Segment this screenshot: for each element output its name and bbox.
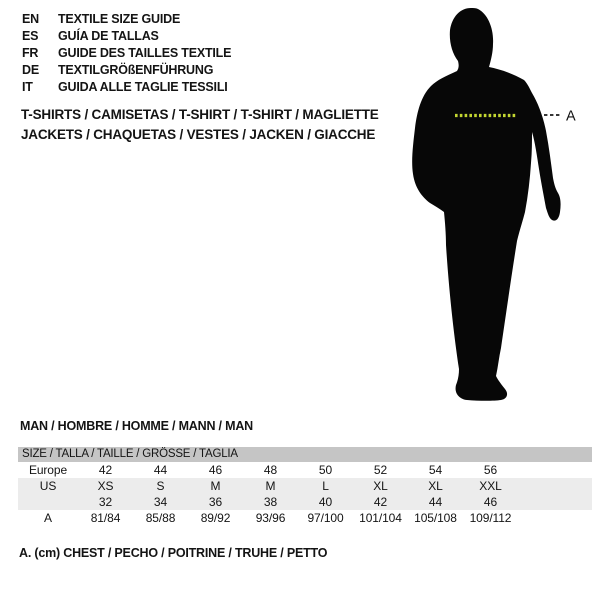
language-label: TEXTILE SIZE GUIDE: [58, 12, 181, 26]
size-cell: XS: [78, 478, 133, 494]
language-row: [22, 11, 231, 28]
size-cell: XXL: [463, 478, 518, 494]
language-row: [22, 62, 231, 79]
filler-cell: [518, 478, 592, 494]
size-cell: 44: [408, 494, 463, 510]
size-cell: XL: [353, 478, 408, 494]
size-cell: 42: [98, 463, 113, 477]
language-label: GUÍA DE TALLAS: [58, 29, 159, 43]
man-silhouette-shape: [412, 8, 560, 401]
size-cell: 89/92: [200, 511, 231, 525]
size-cell: 101/104: [359, 511, 402, 525]
measure-label-a: A: [566, 108, 576, 125]
size-cell: 44: [153, 463, 168, 477]
row-label: Europe: [28, 463, 68, 477]
size-cell: S: [133, 478, 188, 494]
size-cell: 38: [243, 494, 298, 510]
row-label: [18, 494, 78, 510]
table-row-us: [18, 478, 592, 494]
language-code: DE: [22, 63, 39, 77]
table-row-chest-a: [18, 510, 592, 526]
size-cell: 48: [263, 463, 278, 477]
size-cell: L: [298, 478, 353, 494]
row-label: US: [18, 478, 78, 494]
size-cell: 97/100: [307, 511, 344, 525]
language-row: [22, 79, 231, 96]
filler-cell: [518, 494, 592, 510]
language-label: GUIDE DES TAILLES TEXTILE: [58, 46, 232, 60]
size-cell: 105/108: [414, 511, 457, 525]
size-cell: 50: [318, 463, 333, 477]
language-label: GUIDA ALLE TAGLIE TESSILI: [58, 80, 228, 94]
category-line-tshirts: T-SHIRTS / CAMISETAS / T-SHIRT / T-SHIRT / MAGLIETTE: [21, 107, 379, 122]
size-cell: 34: [133, 494, 188, 510]
size-cell: 46: [463, 494, 518, 510]
size-cell: 36: [188, 494, 243, 510]
language-row: [22, 28, 231, 45]
man-silhouette-figure: [390, 0, 600, 410]
size-table-header-row: [18, 447, 592, 462]
language-code: ES: [22, 29, 39, 43]
chest-footnote: A. (cm) CHEST / PECHO / POITRINE / TRUHE / PETTO: [19, 546, 328, 560]
category-lines: [21, 105, 379, 144]
size-cell: 93/96: [255, 511, 286, 525]
table-row-us-numeric: [18, 494, 592, 510]
size-cell: 52: [373, 463, 388, 477]
size-cell: 81/84: [90, 511, 121, 525]
language-list: [22, 11, 231, 96]
filler-cell: [518, 462, 592, 478]
size-cell: M: [243, 478, 298, 494]
category-line-jackets: JACKETS / CHAQUETAS / VESTES / JACKEN / GIACCHE: [21, 126, 376, 142]
size-cell: 46: [208, 463, 223, 477]
language-code: FR: [22, 46, 39, 60]
size-cell: M: [188, 478, 243, 494]
language-row: [22, 45, 231, 62]
size-cell: 54: [428, 463, 443, 477]
size-cell: 32: [78, 494, 133, 510]
size-cell: 56: [483, 463, 498, 477]
size-cell: XL: [408, 478, 463, 494]
size-table-header-label: SIZE / TALLA / TAILLE / GRÖSSE / TAGLIA: [18, 447, 592, 462]
size-cell: 85/88: [145, 511, 176, 525]
section-title-man: MAN / HOMBRE / HOMME / MANN / MAN: [20, 419, 253, 433]
size-table: [18, 447, 592, 526]
row-label: A: [44, 511, 52, 525]
size-cell: 42: [353, 494, 408, 510]
table-row-europe: [18, 462, 592, 478]
filler-cell: [518, 510, 592, 526]
size-cell: 40: [298, 494, 353, 510]
language-code: EN: [22, 12, 39, 26]
language-label: TEXTILGRÖßENFÜHRUNG: [58, 63, 214, 77]
language-code: IT: [22, 80, 33, 94]
size-cell: 109/112: [469, 511, 512, 525]
